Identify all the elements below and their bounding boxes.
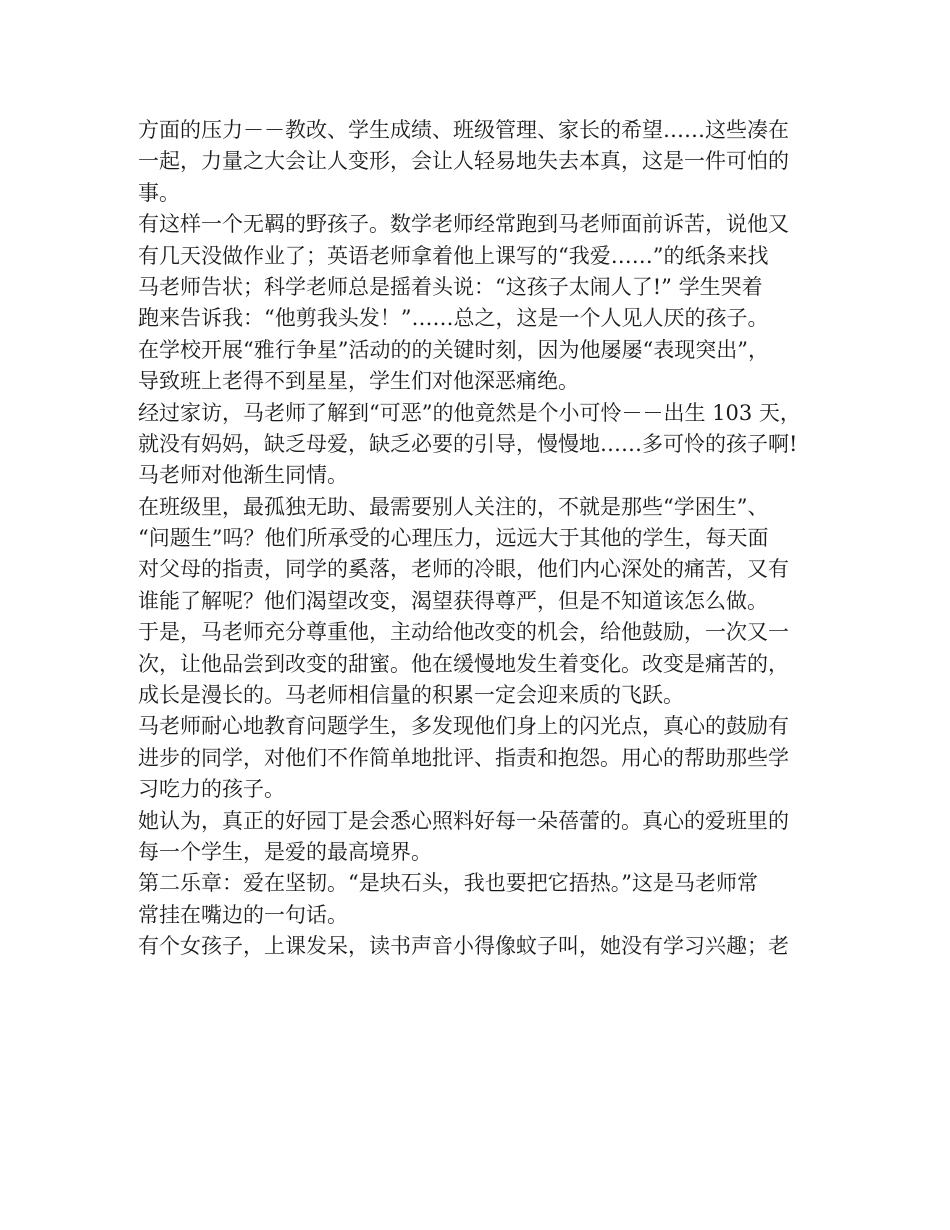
text-line: 常挂在嘴边的一句话。 xyxy=(138,902,348,927)
body-text xyxy=(138,115,818,963)
text-line: 就没有妈妈，缺乏母爱，缺乏必要的引导，慢慢地……多可怜的孩子啊! xyxy=(138,431,798,456)
text-line: 有个女孩子，上课发呆，读书声音小得像蚊子叫，她没有学习兴趣；老 xyxy=(138,934,789,959)
text-line: 于是，马老师充分尊重他，主动给他改变的机会，给他鼓励，一次又一 xyxy=(138,620,789,645)
text-line: 跑来告诉我：“他剪我头发！”……总之，这是一个人见人厌的孩子。 xyxy=(138,306,769,331)
text-line: 马老师对他渐生同情。 xyxy=(138,463,348,488)
text-line: 有这样一个无羁的野孩子。数学老师经常跑到马老师面前诉苦，说他又 xyxy=(138,212,789,237)
text-line: 在班级里，最孤独无助、最需要别人关注的，不就是那些“学困生”、 xyxy=(138,494,769,519)
text-line: 第二乐章：爱在坚韧。“是块石头，我也要把它捂热。”这是马老师常 xyxy=(138,871,758,896)
text-line: 导致班上老得不到星星，学生们对他深恶痛绝。 xyxy=(138,369,579,394)
text-line: 谁能了解呢？他们渴望改变，渴望获得尊严，但是不知道该怎么做。 xyxy=(138,588,768,613)
text-line: 有几天没做作业了；英语老师拿着他上课写的“我爱……”的纸条来找 xyxy=(138,243,769,268)
text-line: 方面的压力－－教改、学生成绩、班级管理、家长的希望……这些凑在 xyxy=(138,118,789,142)
text-line: “问题生”吗？他们所承受的心理压力，远远大于其他的学生，每天面 xyxy=(138,526,769,551)
text-line: 习吃力的孩子。 xyxy=(138,777,285,802)
text-line: 在学校开展“雅行争星”活动的的关键时刻，因为他屡屡“表现突出”， xyxy=(138,337,769,362)
text-line: 经过家访，马老师了解到“可恶”的他竟然是个小可怜－－出生 103 天， xyxy=(138,400,801,425)
text-line: 对父母的指责，同学的奚落，老师的冷眼，他们内心深处的痛苦，又有 xyxy=(138,557,789,582)
text-line: 每一个学生，是爱的最高境界。 xyxy=(138,839,432,864)
text-line: 马老师告状；科学老师总是摇着头说：“这孩子太闹人了!” 学生哭着 xyxy=(138,274,763,299)
text-line: 事。 xyxy=(138,180,180,205)
text-line: 一起，力量之大会让人变形，会让人轻易地失去本真，这是一件可怕的 xyxy=(138,149,789,174)
text-line: 成长是漫长的。马老师相信量的积累一定会迎来质的飞跃。 xyxy=(138,683,684,708)
text-line: 她认为，真正的好园丁是会悉心照料好每一朵蓓蕾的。真心的爱班里的 xyxy=(138,808,789,833)
text-line: 次，让他品尝到改变的甜蜜。他在缓慢地发生着变化。改变是痛苦的， xyxy=(138,651,789,676)
text-line: 进步的同学，对他们不作简单地批评、指责和抱怨。用心的帮助那些学 xyxy=(138,745,789,770)
text-line: 马老师耐心地教育问题学生，多发现他们身上的闪光点，真心的鼓励有 xyxy=(138,714,789,739)
